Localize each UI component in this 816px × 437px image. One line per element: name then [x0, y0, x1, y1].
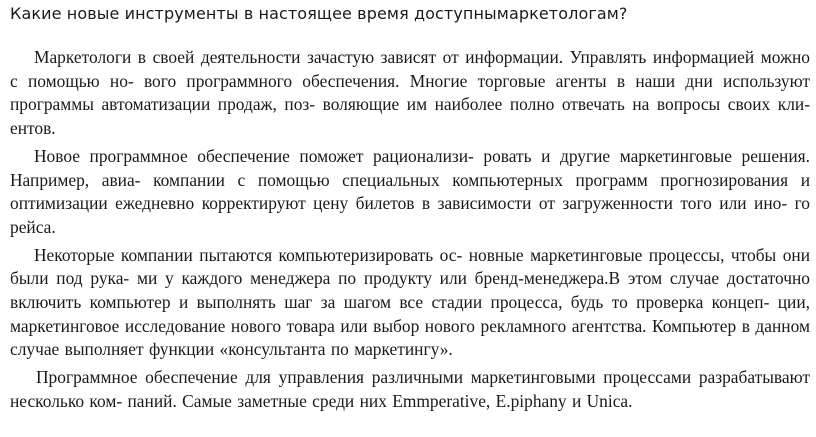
question-heading: Какие новые инструменты в настоящее время доступнымаркетологам?	[10, 4, 628, 23]
paragraph-software-vendors: Программное обеспечение для управления различными маркетинговыми процессами разрабатывают несколько ком- паний. Самые заметные среди них Emmperative, E.piphany и Unica.	[10, 367, 810, 411]
paragraph-information-management: Маркетологи в своей деятельности зачастую зависят от информации. Управлять информацией можно с помощью но- вого программного обеспечения. Многие торговые агенты в наши дни используют программы автоматизации продаж, поз- воляющие им наиболее полно отвечать на вопросы своих кли- ентов.	[10, 47, 810, 139]
paragraph-rationalization: Новое программное обеспечение поможет рационализи- ровать и другие маркетинговые решения. Например, авиа- компании с помощью специальных компьютерных программ прогнозирования и оптимизации ежедневно корректируют цену билетов в зависимости от загруженности того или ино- го рейса.	[10, 145, 810, 237]
paragraph-computerization: Некоторые компании пытаются компьютеризировать ос- новные маркетинговые процессы, чтобы они были под рука- ми у каждого менеджера по продукту или бренд-менеджера.В этом случае достаточно включить компьютер и выполнять шаг за шагом все стадии процесса, будь то проверка концеп- ции, маркетинговое исследование нового товара или выбор нового рекламного агентства. Компьютер в данном случае выполняет функции «консультанта по маркетингу».	[10, 244, 810, 360]
